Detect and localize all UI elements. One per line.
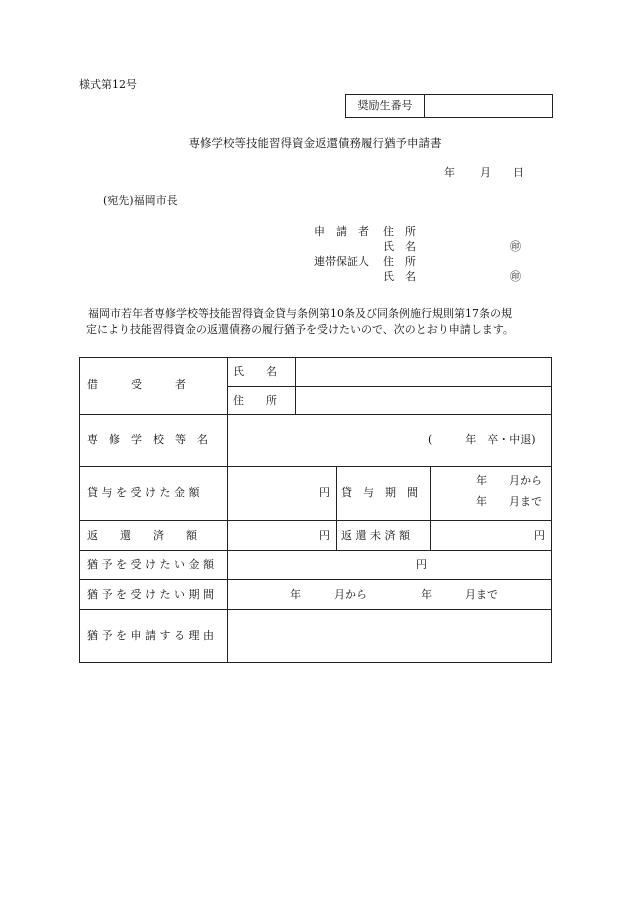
date-month: 月	[480, 166, 491, 179]
guarantor-label: 連帯保証人	[314, 255, 369, 268]
deferral-reason-field[interactable]	[228, 610, 551, 662]
guarantor-seal-mark: ㊞	[510, 270, 521, 283]
borrower-address-label: 住 所	[233, 394, 277, 407]
loan-period-to: 年 月まで	[476, 495, 542, 508]
deferral-period-label: 猶 予 を 受 け た い 期 間	[87, 588, 214, 601]
school-name-label: 専 修 学 校 等 名	[87, 433, 208, 446]
deferral-amount-yen: 円	[416, 558, 427, 571]
scholar-number-field[interactable]	[425, 95, 552, 117]
deferral-period-to: 年 月まで	[421, 588, 498, 601]
borrower-label: 借 受 者	[87, 378, 186, 391]
intro-line-2: 定により技能習得資金の返還債務の履行猶予を受けたいので、次のとおり申請します。	[86, 323, 514, 336]
guarantor-name-label: 氏 名	[383, 270, 416, 283]
unrepaid-amount-yen: 円	[534, 529, 545, 542]
document-title: 専修学校等技能習得資金返還債務履行猶予申請書	[188, 136, 442, 150]
deferral-period-from: 年 月から	[290, 588, 367, 601]
intro-paragraph	[88, 306, 558, 338]
repaid-amount-label: 返 還 済 額	[87, 529, 197, 542]
borrower-address-field[interactable]	[296, 387, 551, 414]
scholar-number-label: 奨励生番号	[346, 95, 425, 117]
unrepaid-amount-label: 返 還 未 済 額	[341, 529, 410, 542]
guarantor-address-label: 住 所	[383, 255, 416, 268]
applicant-label: 申 請 者	[314, 225, 369, 238]
loan-period-label: 貸 与 期 間	[341, 486, 418, 499]
addressee: (宛先)福岡市長	[103, 194, 178, 207]
application-table	[79, 357, 552, 663]
applicant-address-label: 住 所	[383, 225, 416, 238]
borrower-name-label: 氏 名	[233, 365, 277, 378]
deferral-amount-label: 猶 予 を 受 け た い 金 額	[87, 558, 214, 571]
loan-amount-yen: 円	[319, 486, 330, 499]
form-number: 様式第12号	[79, 78, 137, 91]
date-year: 年	[444, 166, 455, 179]
school-graduation-status: ( 年 卒・中退)	[428, 433, 536, 446]
date-day: 日	[513, 166, 524, 179]
deferral-reason-label: 猶 予 を 申 請 す る 理 由	[87, 629, 214, 642]
scholar-number-box	[345, 94, 553, 118]
borrower-name-field[interactable]	[296, 358, 551, 386]
loan-period-from: 年 月から	[476, 474, 542, 487]
applicant-seal-mark: ㊞	[510, 240, 521, 253]
repaid-amount-yen: 円	[319, 529, 330, 542]
applicant-name-label: 氏 名	[383, 240, 416, 253]
intro-line-1: 福岡市若年者専修学校等技能習得資金貸与条例第10条及び同条例施行規則第17条の規	[88, 307, 512, 320]
loan-amount-label: 貸 与 を 受 け た 金 額	[87, 486, 200, 499]
